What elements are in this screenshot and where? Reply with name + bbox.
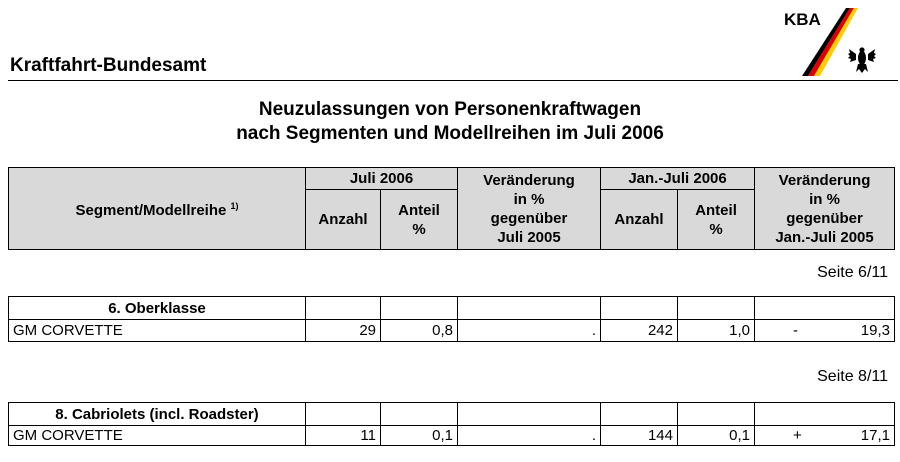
header-rule <box>8 80 898 81</box>
col-anzahl-juli: Anzahl <box>306 190 381 250</box>
kba-logo-icon <box>796 6 896 81</box>
section-table <box>8 296 895 342</box>
col-group-jan-juli: Jan.-Juli 2006 <box>601 168 755 190</box>
title-line-1: Neuzulassungen von Personenkraftwagen <box>258 99 642 120</box>
col-veraenderung-jan: Veränderung in % gegenüber Jan.-Juli 2005 <box>755 168 895 250</box>
col-anzahl-jan: Anzahl <box>601 190 678 250</box>
anzahl-jan: 242 <box>601 320 678 342</box>
title-line-2: nach Segmenten und Modellreihen im Juli 2006 <box>236 123 664 144</box>
col-anteil-jan: Anteil % <box>678 190 755 250</box>
anzahl-jan: 144 <box>601 426 678 446</box>
model-name: GM CORVETTE <box>9 426 306 446</box>
footnote-marker: 1) <box>230 201 239 211</box>
table-row <box>9 426 895 446</box>
anteil-jan: 1,0 <box>678 320 755 342</box>
sign: - <box>793 322 798 339</box>
segment-name: 8. Cabriolets (incl. Roadster) <box>9 403 306 426</box>
col-anteil-juli: Anteil % <box>381 190 458 250</box>
col-group-juli: Juli 2006 <box>306 168 458 190</box>
table-row <box>9 320 895 342</box>
veraend-juli: . <box>458 426 601 446</box>
header-org: Kraftfahrt-Bundesamt <box>10 55 207 76</box>
veraend-jan-value: 17,1 <box>860 427 890 444</box>
veraend-jan <box>755 320 895 342</box>
page-ref: Seite 8/11 <box>817 368 888 385</box>
logo-text: KBA <box>784 10 821 29</box>
anteil-juli: 0,8 <box>381 320 458 342</box>
col-segment: Segment/Modellreihe $^{1)}$ <box>9 168 306 250</box>
col-veraenderung-juli: Veränderung in % gegenüber Juli 2005 <box>458 168 601 250</box>
anzahl-juli: 29 <box>306 320 381 342</box>
anteil-jan: 0,1 <box>678 426 755 446</box>
sign: + <box>793 427 802 444</box>
header-table <box>8 167 895 250</box>
model-name: GM CORVETTE <box>9 320 306 342</box>
section-table <box>8 402 895 446</box>
anteil-juli: 0,1 <box>381 426 458 446</box>
segment-name: 6. Oberklasse <box>9 297 306 320</box>
page-title <box>0 98 900 146</box>
anzahl-juli: 11 <box>306 426 381 446</box>
veraend-jan <box>755 426 895 446</box>
veraend-jan-value: 19,3 <box>860 322 890 339</box>
veraend-juli: . <box>458 320 601 342</box>
page-ref: Seite 6/11 <box>817 264 888 281</box>
